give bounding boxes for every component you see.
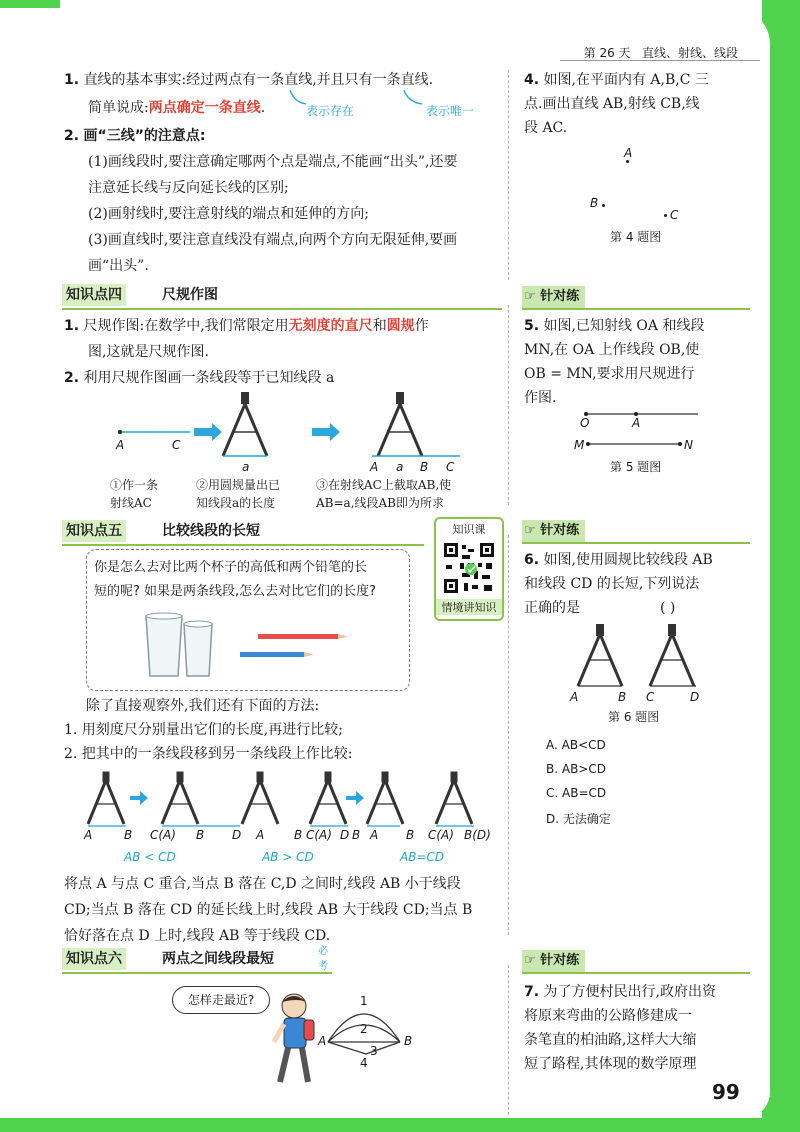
header-rule — [560, 60, 760, 61]
conclusion-line-3: 恰好落在点 D 上时,线段 AB 等于线段 CD. — [64, 928, 331, 944]
walking-boy-illustration — [258, 990, 322, 1094]
note-exists: 表示存在 — [306, 104, 355, 118]
item-4-2: 2. 利用尺规作图画一条线段等于已知线段 a — [64, 370, 335, 386]
result-2: AB > CD — [262, 850, 314, 864]
item-1-line2: 简单说成:两点确定一条直线. — [88, 100, 266, 116]
label-A: A — [116, 438, 125, 452]
question-7: 7. 为了方便村民出行,政府出资 将原来弯曲的公路修建成一 条笔直的柏油路,这样大大缩 短了路程,其体现的数学原理 — [524, 984, 716, 1072]
section-header-6: 知识点六 两点之间线段最短 必考 — [62, 948, 332, 974]
question-6: 6. 如图,使用圆规比较线段 AB 和线段 CD 的长短,下列说法 正确的是 ( ) — [524, 552, 713, 616]
label-a: a — [242, 460, 250, 474]
column-divider — [508, 305, 509, 505]
cmp-label: D — [232, 828, 242, 842]
conclusion-line-1: 将点 A 与点 C 重合,当点 B 落在 C,D 之间时,线段 AB 小于线段 — [64, 876, 461, 892]
point-B: B — [618, 690, 627, 704]
cmp-label: C(A) — [306, 828, 332, 842]
practice-header: ☞ 针对练 — [522, 286, 750, 310]
page-number: 99 — [712, 1080, 740, 1104]
road-label-A: A — [318, 1034, 327, 1048]
question-5: 5. 如图,已知射线 OA 和线段 MN,在 OA 上作线段 OB,使 OB = MN,要求用尺规进行 作图. — [524, 318, 705, 406]
column-divider — [508, 965, 509, 1115]
method-1: 1. 用刻度尺分别量出它们的长度,再进行比较; — [64, 722, 343, 738]
result-3: AB=CD — [400, 850, 445, 864]
label-C: C — [172, 438, 181, 452]
item-2-title: 2. 画“三线”的注意点: — [64, 128, 206, 144]
item-4-1: 1. 尺规作图:在数学中,我们常限定用无刻度的直尺和圆规作 — [64, 318, 429, 334]
step-3: ③在射线AC上截取AB,使 AB=a,线段AB即为所求 — [316, 478, 452, 510]
question-text: 你是怎么去对比两个杯子的高低和两个铅笔的长 短的呢? 如果是两条线段,怎么去对比它们的长度? — [94, 560, 377, 599]
note-segment: (1)画线段时,要注意确定哪两个点是端点,不能画“出头”,还要 — [88, 154, 458, 170]
practice-header: ☞ 针对练 — [522, 950, 750, 974]
point-A: A — [632, 416, 641, 430]
option-a[interactable]: A. AB<CD — [546, 738, 606, 752]
label-C: C — [446, 460, 455, 474]
label-A: A — [370, 460, 379, 474]
cmp-label: A — [256, 828, 265, 842]
option-d[interactable]: D. 无法确定 — [546, 812, 611, 826]
cmp-label: C(A) — [150, 828, 176, 842]
qr-code-card[interactable]: 知识课 情境讲知识 — [434, 517, 504, 621]
point-B-dot — [602, 204, 605, 207]
figure-4-caption: 第 4 题图 — [610, 230, 662, 244]
step-2: ②用圆规量出已 知线段a的长度 — [196, 478, 281, 510]
cups-pencils-illustration — [140, 610, 360, 684]
method-2: 2. 把其中的一条线段移到另一条线段上作比较: — [64, 746, 353, 762]
road-label-B: B — [404, 1034, 413, 1048]
point-A-dot — [626, 160, 629, 163]
note-line: (3)画直线时,要注意直线没有端点,向两个方向无限延伸,要画 — [88, 232, 458, 248]
label-a: a — [396, 460, 404, 474]
route-2: 2 — [360, 1022, 368, 1036]
point-O: O — [580, 416, 590, 430]
section-header-4: 知识点四 尺规作图 — [62, 284, 502, 310]
option-c[interactable]: C. AB=CD — [546, 786, 607, 800]
item-1: 1. 直线的基本事实:经过两点有一条直线,并且只有一条直线. — [64, 72, 434, 88]
point-A: A — [624, 146, 633, 160]
methods-intro: 除了直接观察外,我们还有下面的方法: — [86, 698, 320, 714]
figure-5-caption: 第 5 题图 — [610, 460, 662, 474]
point-C-dot — [664, 214, 667, 217]
cmp-label: B — [124, 828, 133, 842]
cmp-label: D — [340, 828, 350, 842]
cmp-label: B — [196, 828, 205, 842]
annotation-brackets — [280, 88, 510, 114]
point-A: A — [570, 690, 579, 704]
step-1: ①作一条 射线AC — [110, 478, 159, 510]
cmp-label: B — [352, 828, 361, 842]
figure-6 — [562, 622, 712, 694]
speech-bubble: 怎样走最近? — [172, 986, 270, 1014]
cmp-label: C(A) — [428, 828, 454, 842]
result-1: AB < CD — [124, 850, 176, 864]
point-B: B — [590, 196, 599, 210]
point-D: D — [690, 690, 700, 704]
practice-header: ☞ 针对练 — [522, 520, 750, 544]
cmp-label: A — [84, 828, 93, 842]
note-ray: (2)画射线时,要注意射线的端点和延伸的方向; — [88, 206, 369, 222]
route-1: 1 — [360, 994, 368, 1008]
item-4-1-cont: 图,这就是尺规作图. — [88, 344, 209, 360]
cmp-label: A — [370, 828, 379, 842]
question-4: 4. 如图,在平面内有 A,B,C 三 点.画出直线 AB,射线 CB,线 段 AC. — [524, 72, 709, 136]
note-line-cont: 画“出头”. — [88, 258, 149, 274]
route-4: 4 — [360, 1056, 368, 1070]
note-unique: 表示唯一 — [426, 104, 475, 118]
note-segment-cont: 注意延长线与反向延长线的区别; — [88, 180, 289, 196]
cmp-label: B(D) — [464, 828, 491, 842]
label-B: B — [420, 460, 429, 474]
section-header-5: 知识点五 比较线段的长短 — [62, 520, 424, 546]
qr-code[interactable] — [438, 539, 500, 595]
green-border-bottom — [0, 1118, 800, 1132]
point-C: C — [646, 690, 655, 704]
option-b[interactable]: B. AB>CD — [546, 762, 606, 776]
conclusion-line-2: CD;当点 B 落在 CD 的延长线上时,线段 AB 大于线段 CD;当点 B — [64, 902, 473, 918]
cmp-label: B — [406, 828, 415, 842]
point-N: N — [684, 438, 693, 452]
column-divider — [508, 535, 509, 935]
route-3: 3 — [370, 1044, 378, 1058]
point-M: M — [574, 438, 585, 452]
figure-6-caption: 第 6 题图 — [608, 710, 660, 724]
point-C: C — [670, 208, 679, 222]
topic-label: 直线、射线、线段 — [641, 46, 738, 60]
day-label: 第 26 天 — [583, 46, 631, 60]
running-header — [584, 44, 738, 61]
cmp-label: B — [294, 828, 303, 842]
